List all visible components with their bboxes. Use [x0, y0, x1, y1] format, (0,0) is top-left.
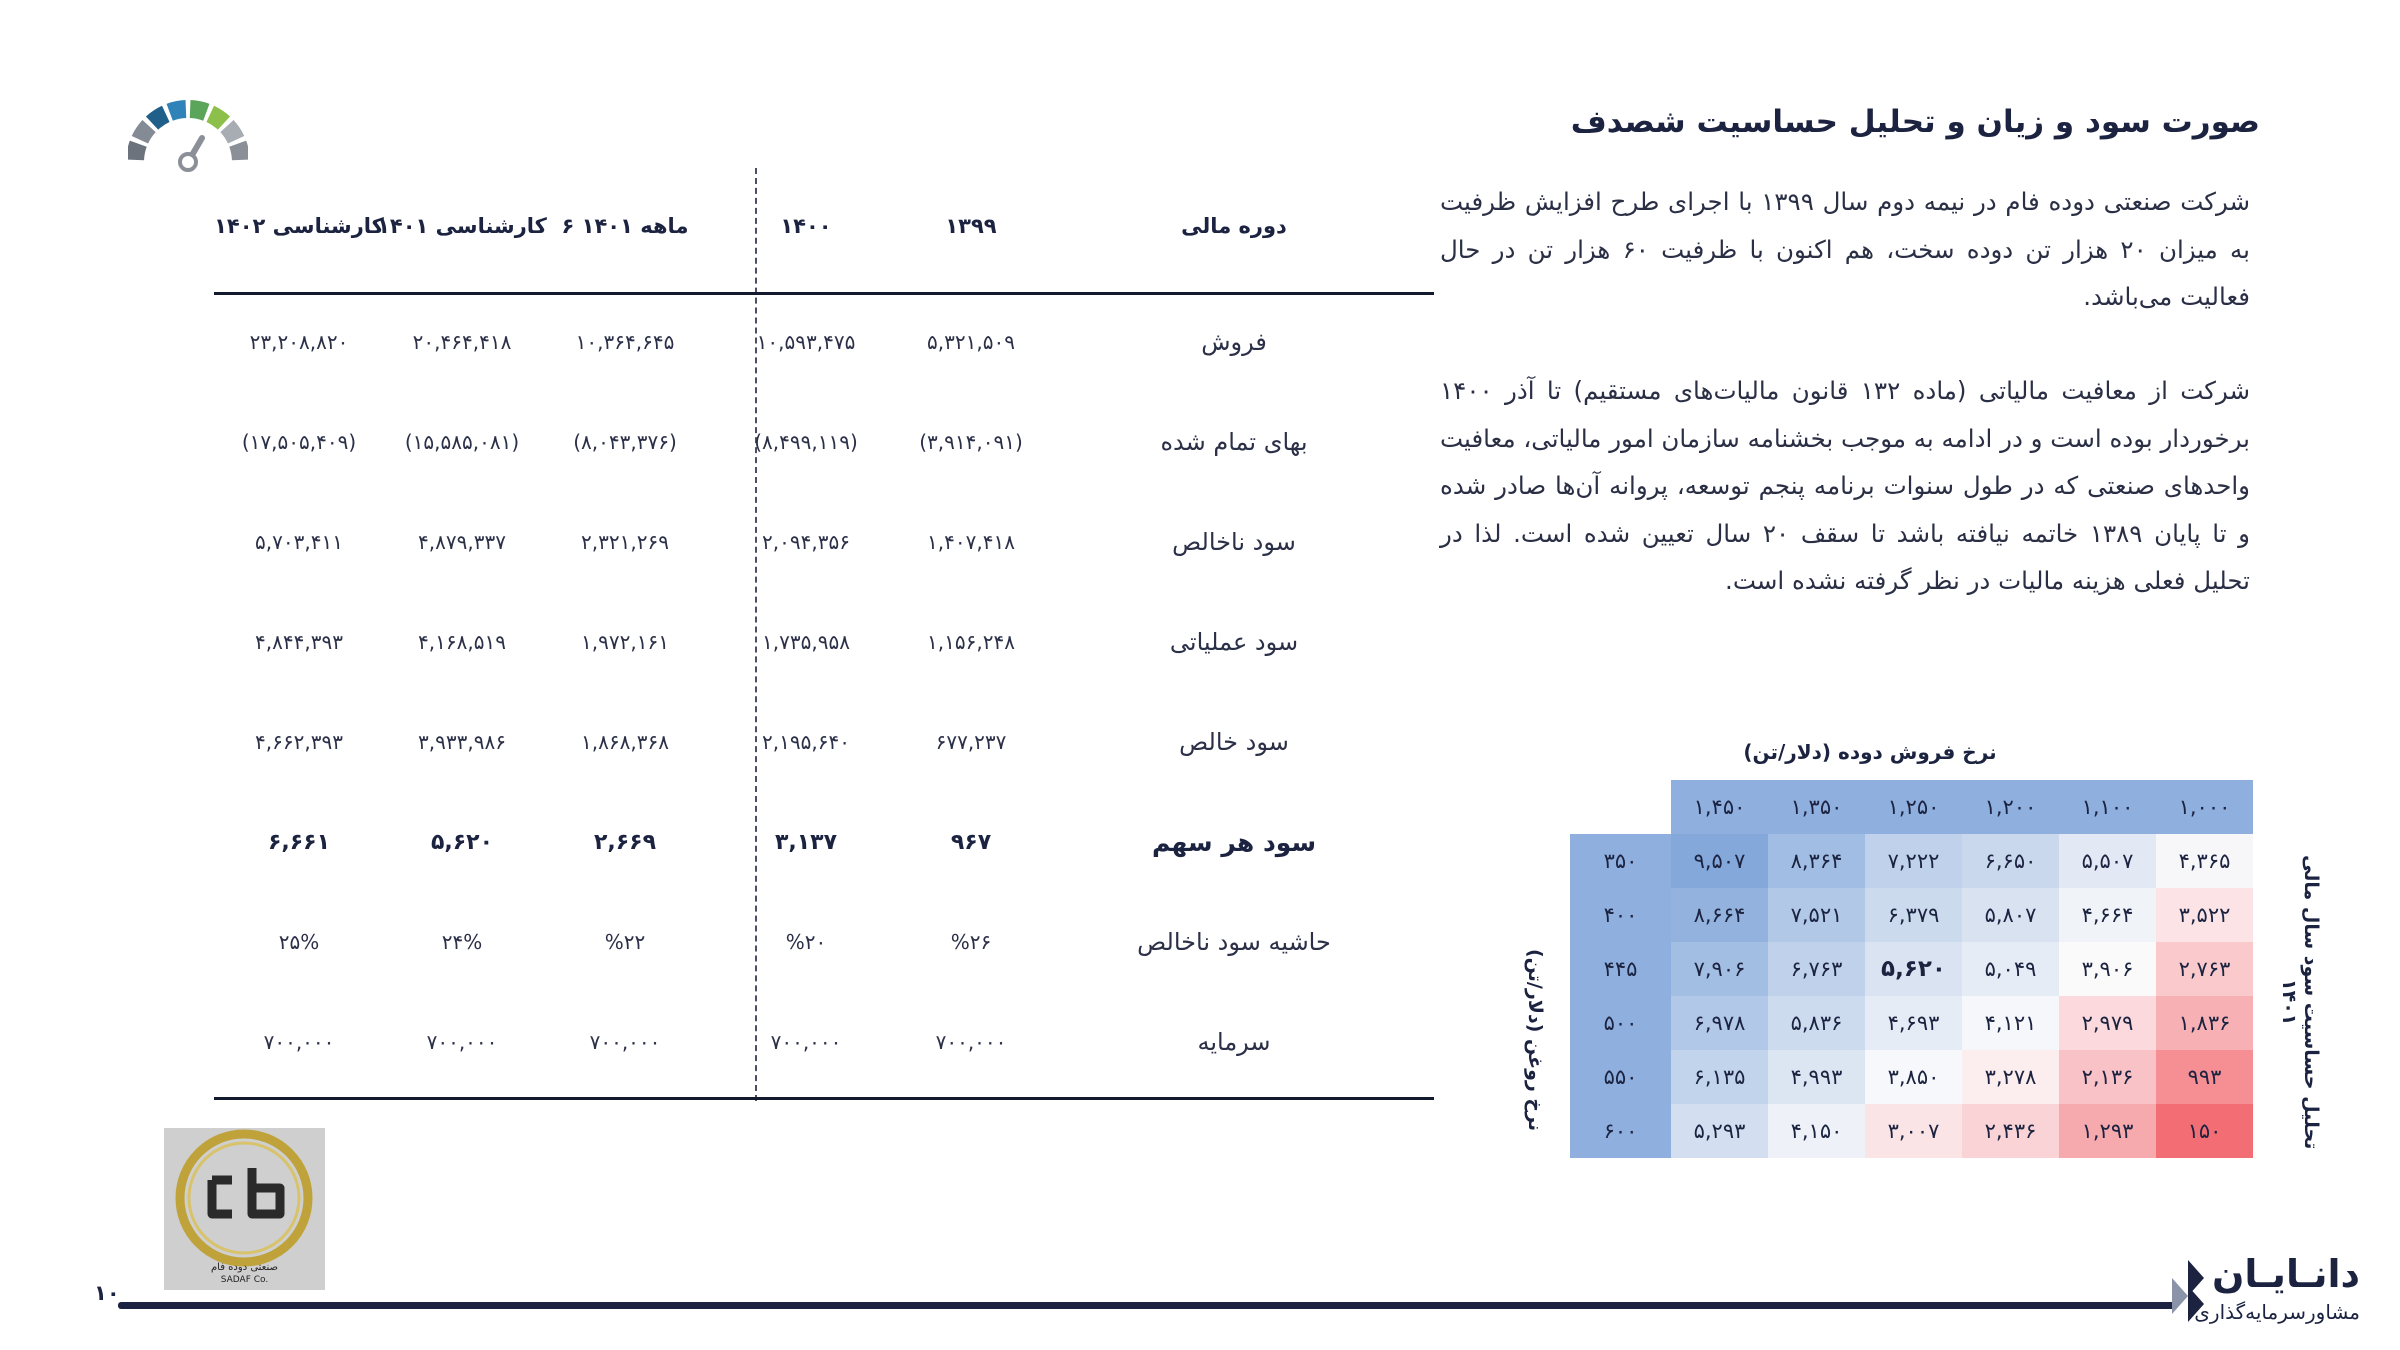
header-period: دوره مالی [1181, 214, 1287, 238]
table-cell: ۵,۶۲۰ [430, 830, 494, 855]
sensitivity-cell: ۱,۲۹۳ [2059, 1104, 2156, 1158]
table-cell: (۱۵,۵۸۵,۰۸۱) [404, 430, 520, 454]
sensitivity-cell: ۲,۴۳۶ [1962, 1104, 2059, 1158]
table-cell: (۳,۹۱۴,۰۹۱) [919, 430, 1023, 454]
table-cell: ۵,۳۲۱,۵۰۹ [927, 330, 1015, 354]
table-cell: %۲۲ [604, 930, 646, 954]
sensitivity-cell: ۸,۳۶۴ [1768, 834, 1865, 888]
sensitivity-cell: ۴,۱۵۰ [1768, 1104, 1865, 1158]
page-title: صورت سود و زیان و تحلیل حساسیت شصدف [1570, 104, 2260, 140]
table-cell: ۷۰۰,۰۰۰ [589, 1030, 661, 1054]
gauge-segment [132, 120, 156, 144]
table-cell: ۹۶۷ [950, 830, 992, 855]
row-label: بهای تمام شده [1160, 428, 1308, 456]
header-rule [214, 292, 1434, 295]
sensitivity-cell: ۲,۹۷۹ [2059, 996, 2156, 1050]
table-cell: ۱,۴۰۷,۴۱۸ [927, 530, 1015, 554]
sensitivity-cell: ۴,۶۶۴ [2059, 888, 2156, 942]
sensitivity-row-header: ۴۴۵ [1570, 942, 1671, 996]
header-1400: ۱۴۰۰ [780, 214, 832, 238]
logo-text-en: SADAF Co. [220, 1275, 269, 1285]
table-cell: %۲۰ [785, 930, 827, 954]
income-statement-table [214, 168, 1434, 1101]
sensitivity-cell: ۴,۹۹۳ [1768, 1050, 1865, 1104]
sensitivity-heatmap [1568, 780, 2268, 1160]
sensitivity-cell: ۵,۸۰۷ [1962, 888, 2059, 942]
sensitivity-cell: ۴,۱۲۱ [1962, 996, 2059, 1050]
table-cell: ۳,۹۳۳,۹۸۶ [418, 730, 506, 754]
sensitivity-side-title: تحلیل حساسیت سود سال مالی ۱۴۰۱ [2278, 854, 2322, 1150]
sensitivity-col-header: ۱,۴۵۰ [1671, 780, 1768, 834]
sensitivity-cell: ۷,۲۲۲ [1865, 834, 1962, 888]
table-cell: ۱,۷۳۵,۹۵۸ [762, 630, 850, 654]
company-logo [164, 1128, 325, 1290]
row-label: سود خالص [1179, 728, 1289, 756]
sensitivity-row-title: نرخ روغن (دلار/تن) [1524, 948, 1546, 1132]
header-est-1401: کارشناسی ۱۴۰۱ [377, 214, 547, 238]
gauge-segment [146, 106, 170, 130]
sensitivity-col-header: ۱,۲۰۰ [1962, 780, 2059, 834]
sensitivity-cell: ۳,۸۵۰ [1865, 1050, 1962, 1104]
table-cell: ۷۰۰,۰۰۰ [263, 1030, 335, 1054]
table-cell: ۴,۶۶۲,۳۹۳ [255, 730, 343, 754]
table-cell: ۳,۱۳۷ [774, 830, 838, 855]
sensitivity-cell: ۸,۶۶۴ [1671, 888, 1768, 942]
row-label: سود هر سهم [1151, 828, 1317, 857]
sensitivity-cell: ۶,۶۵۰ [1962, 834, 2059, 888]
sensitivity-cell: ۵,۸۳۶ [1768, 996, 1865, 1050]
sensitivity-col-header: ۱,۲۵۰ [1865, 780, 1962, 834]
table-cell: ۲,۱۹۵,۶۴۰ [762, 730, 850, 754]
sensitivity-row-header: ۳۵۰ [1570, 834, 1671, 888]
gauge-segment [220, 120, 244, 144]
sensitivity-cell: ۵,۰۴۹ [1962, 942, 2059, 996]
table-cell: ۱,۸۶۸,۳۶۸ [581, 730, 669, 754]
table-cell: ۴,۸۴۴,۳۹۳ [255, 630, 343, 654]
gauge-segment [167, 100, 187, 121]
sensitivity-cell: ۷,۵۲۱ [1768, 888, 1865, 942]
table-cell: ۵,۷۰۳,۴۱۱ [255, 530, 343, 554]
table-cell: ۲۳,۲۰۸,۸۲۰ [249, 330, 349, 354]
table-cell: (۱۷,۵۰۵,۴۰۹) [241, 430, 357, 454]
table-cell: ۲۰,۴۶۴,۴۱۸ [412, 330, 512, 354]
sensitivity-cell: ۵,۵۰۷ [2059, 834, 2156, 888]
sensitivity-cell: ۶,۹۷۸ [1671, 996, 1768, 1050]
sensitivity-cell: ۹,۵۰۷ [1671, 834, 1768, 888]
sensitivity-cell: ۱۵۰ [2156, 1104, 2253, 1158]
header-est-1402: کارشناسی ۱۴۰۲ [214, 214, 384, 238]
table-cell: %۲۶ [950, 930, 992, 954]
gauge-segment [229, 141, 248, 161]
table-cell: ۲,۰۹۴,۳۵۶ [762, 530, 850, 554]
sensitivity-row-header: ۴۰۰ [1570, 888, 1671, 942]
page-number: ۱۰ [94, 1281, 120, 1305]
sensitivity-col-header: ۱,۱۰۰ [2059, 780, 2156, 834]
sensitivity-cell: ۵,۶۲۰ [1865, 942, 1962, 996]
row-label: سود ناخالص [1172, 528, 1296, 556]
logo-text-fa: صنعتی دوده فام [210, 1262, 279, 1273]
sensitivity-col-header: ۱,۰۰۰ [2156, 780, 2253, 834]
sensitivity-cell: ۱,۸۳۶ [2156, 996, 2253, 1050]
row-label: سود عملیاتی [1169, 628, 1299, 656]
table-cell: (۸,۰۴۳,۳۷۶) [573, 430, 677, 454]
table-cell: (۸,۴۹۹,۱۱۹) [754, 430, 858, 454]
table-cell: ۲۴% [441, 930, 483, 954]
sensitivity-cell: ۳,۹۰۶ [2059, 942, 2156, 996]
table-cell: ۱,۹۷۲,۱۶۱ [581, 630, 669, 654]
row-label: حاشیه سود ناخالص [1137, 928, 1331, 956]
sensitivity-cell: ۳,۵۲۲ [2156, 888, 2253, 942]
sensitivity-cell: ۳,۰۰۷ [1865, 1104, 1962, 1158]
table-cell: ۱,۱۵۶,۲۴۸ [927, 630, 1015, 654]
sensitivity-row-header: ۵۰۰ [1570, 996, 1671, 1050]
brand-name: دانـایـان [2211, 1252, 2360, 1296]
header-6m-1401: ۶ ماهه ۱۴۰۱ [561, 214, 689, 238]
brand-subtitle: مشاورسرمایه‌گذاری [2194, 1300, 2360, 1324]
table-cell: ۱۰,۵۹۳,۴۷۵ [756, 330, 856, 354]
sensitivity-cell: ۲,۱۳۶ [2059, 1050, 2156, 1104]
table-cell: ۶,۶۶۱ [267, 830, 331, 855]
table-cell: ۷۰۰,۰۰۰ [935, 1030, 1007, 1054]
description-paragraph-1: شرکت صنعتی دوده فام در نیمه دوم سال ۱۳۹۹ با اجرای طرح افزایش ظرفیت به میزان ۲۰ هزار تن دوده سخت، هم اکنون با ظرفیت ۶۰ هزار تن در حال فعالیت می‌باشد. [1440, 187, 2250, 311]
sensitivity-col-title: نرخ فروش دوده (دلار/تن) [1743, 740, 1997, 764]
table-cell: ۲۵% [278, 930, 320, 954]
sensitivity-cell: ۷,۹۰۶ [1671, 942, 1768, 996]
table-cell: ۷۰۰,۰۰۰ [426, 1030, 498, 1054]
gauge-icon [128, 96, 248, 172]
sensitivity-col-header: ۱,۳۵۰ [1768, 780, 1865, 834]
row-label: سرمایه [1197, 1028, 1271, 1056]
sensitivity-cell: ۹۹۳ [2156, 1050, 2253, 1104]
sensitivity-cell: ۶,۱۳۵ [1671, 1050, 1768, 1104]
sensitivity-cell: ۳,۲۷۸ [1962, 1050, 2059, 1104]
table-cell: ۲,۶۶۹ [593, 830, 657, 855]
header-1399: ۱۳۹۹ [945, 214, 997, 238]
gauge-segment [128, 141, 147, 161]
table-cell: ۷۰۰,۰۰۰ [770, 1030, 842, 1054]
sensitivity-cell: ۴,۳۶۵ [2156, 834, 2253, 888]
sensitivity-cell: ۴,۶۹۳ [1865, 996, 1962, 1050]
gauge-segment [206, 106, 230, 130]
row-label: فروش [1201, 328, 1267, 356]
description-paragraph-2: شرکت از معافیت مالیاتی (ماده ۱۳۲ قانون مالیات‌های مستقیم) تا آذر ۱۴۰۰ برخوردار بوده است و در ادامه به موجب بخشنامه سازمان امور مالیاتی، معافیت واحدهای صنعتی که در طول سنوات برنامه پنجم توسعه، پروانه آن‌ها صادر شده و تا پایان ۱۳۸۹ خاتمه نیافته باشد تا سقف ۲۰ سال تعیین شده است. لذا در تحلیل فعلی هزینه مالیات در نظر گرفته نشده است. [1440, 376, 2250, 595]
table-cell: ۲,۳۲۱,۲۶۹ [581, 530, 669, 554]
footer-rule [214, 1097, 1434, 1100]
sensitivity-row-header: ۶۰۰ [1570, 1104, 1671, 1158]
table-cell: ۴,۱۶۸,۵۱۹ [418, 630, 506, 654]
sensitivity-cell: ۶,۷۶۳ [1768, 942, 1865, 996]
gauge-segment [190, 100, 210, 121]
footer-rule [118, 1302, 2178, 1309]
sensitivity-cell: ۲,۷۶۳ [2156, 942, 2253, 996]
table-cell: ۶۷۷,۲۳۷ [935, 730, 1007, 754]
sensitivity-cell: ۶,۳۷۹ [1865, 888, 1962, 942]
table-cell: ۱۰,۳۶۴,۶۴۵ [575, 330, 675, 354]
sensitivity-cell: ۵,۲۹۳ [1671, 1104, 1768, 1158]
table-cell: ۴,۸۷۹,۳۳۷ [418, 530, 506, 554]
sensitivity-row-header: ۵۵۰ [1570, 1050, 1671, 1104]
